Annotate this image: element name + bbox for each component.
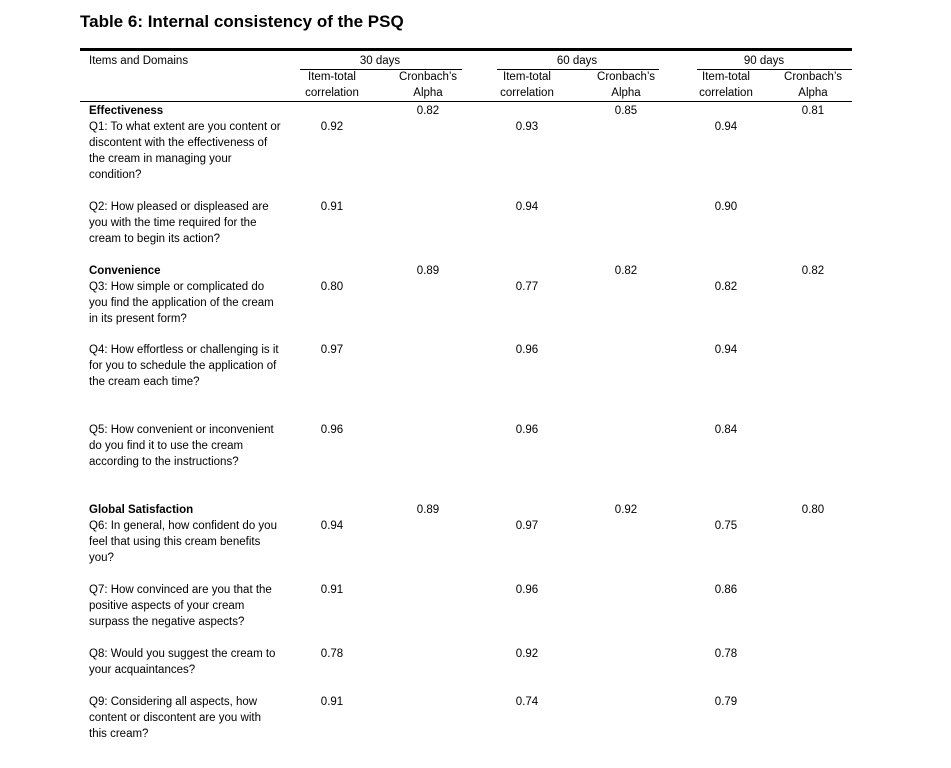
alpha-convenience-30: 0.89 (416, 265, 440, 277)
q3-30: 0.80 (320, 281, 344, 293)
q9-90: 0.79 (714, 696, 738, 708)
header-period-90: 90 days (743, 55, 785, 67)
question-q6: Q6: In general, how confident do you feel that using this cream benefits you? (89, 520, 277, 564)
alpha-global-60: 0.92 (614, 504, 638, 516)
q9-60: 0.74 (515, 696, 539, 708)
col-60-alpha-l1: Cronbach’s (597, 71, 655, 83)
domain-effectiveness: Effectiveness (89, 105, 164, 117)
domain-convenience: Convenience (89, 265, 161, 277)
q7-60: 0.96 (515, 584, 539, 596)
header-period-30: 30 days (359, 55, 401, 67)
domain-global-satisfaction: Global Satisfaction (89, 504, 194, 516)
question-q3: Q3: How simple or complicated do you find the application of the cream in its present form? (89, 281, 274, 325)
alpha-convenience-90: 0.82 (801, 265, 825, 277)
q7-30: 0.91 (320, 584, 344, 596)
q7-90: 0.86 (714, 584, 738, 596)
q2-90: 0.90 (714, 201, 738, 213)
col-30-itemtotal-l1: Item-total (308, 71, 356, 83)
header-bottom-rule (80, 101, 852, 102)
col-90-alpha-l2: Alpha (798, 87, 828, 99)
q8-30: 0.78 (320, 648, 344, 660)
q4-60: 0.96 (515, 344, 539, 356)
q9-30: 0.91 (320, 696, 344, 708)
col-90-alpha-l1: Cronbach’s (784, 71, 842, 83)
q4-90: 0.94 (714, 344, 738, 356)
alpha-effectiveness-60: 0.85 (614, 105, 638, 117)
alpha-effectiveness-30: 0.82 (416, 105, 440, 117)
q5-30: 0.96 (320, 424, 344, 436)
header-items-domains: Items and Domains (89, 55, 189, 67)
col-60-itemtotal-l2: correlation (500, 87, 554, 99)
q8-90: 0.78 (714, 648, 738, 660)
question-q1: Q1: To what extent are you content or discontent with the effectiveness of the cream in managing your condition? (89, 121, 281, 181)
q2-60: 0.94 (515, 201, 539, 213)
question-q4: Q4: How effortless or challenging is it for you to schedule the application of the cream each time? (89, 344, 279, 388)
header-period-60: 60 days (556, 55, 598, 67)
question-q2: Q2: How pleased or displeased are you with the time required for the cream to begin its action? (89, 201, 269, 245)
q5-60: 0.96 (515, 424, 539, 436)
q6-90: 0.75 (714, 520, 738, 532)
q1-30: 0.92 (320, 121, 344, 133)
col-90-itemtotal-l2: correlation (699, 87, 753, 99)
q2-30: 0.91 (320, 201, 344, 213)
question-q7: Q7: How convinced are you that the positive aspects of your cream surpass the negative aspects? (89, 584, 272, 628)
q1-60: 0.93 (515, 121, 539, 133)
col-60-itemtotal-l1: Item-total (503, 71, 551, 83)
alpha-effectiveness-90: 0.81 (801, 105, 825, 117)
q4-30: 0.97 (320, 344, 344, 356)
question-q5: Q5: How convenient or inconvenient do you find it to use the cream according to the instructions? (89, 424, 274, 468)
alpha-global-30: 0.89 (416, 504, 440, 516)
q1-90: 0.94 (714, 121, 738, 133)
col-60-alpha-l2: Alpha (611, 87, 641, 99)
col-30-alpha-l1: Cronbach’s (399, 71, 457, 83)
col-90-itemtotal-l1: Item-total (702, 71, 750, 83)
col-30-itemtotal-l2: correlation (305, 87, 359, 99)
question-q8: Q8: Would you suggest the cream to your acquaintances? (89, 648, 276, 676)
col-30-alpha-l2: Alpha (413, 87, 443, 99)
q3-60: 0.77 (515, 281, 539, 293)
q5-90: 0.84 (714, 424, 738, 436)
q6-30: 0.94 (320, 520, 344, 532)
table-title: Table 6: Internal consistency of the PSQ (80, 12, 404, 31)
alpha-global-90: 0.80 (801, 504, 825, 516)
q3-90: 0.82 (714, 281, 738, 293)
table-top-rule (80, 48, 852, 51)
question-q9: Q9: Considering all aspects, how content or discontent are you with this cream? (89, 696, 261, 740)
alpha-convenience-60: 0.82 (614, 265, 638, 277)
q6-60: 0.97 (515, 520, 539, 532)
q8-60: 0.92 (515, 648, 539, 660)
